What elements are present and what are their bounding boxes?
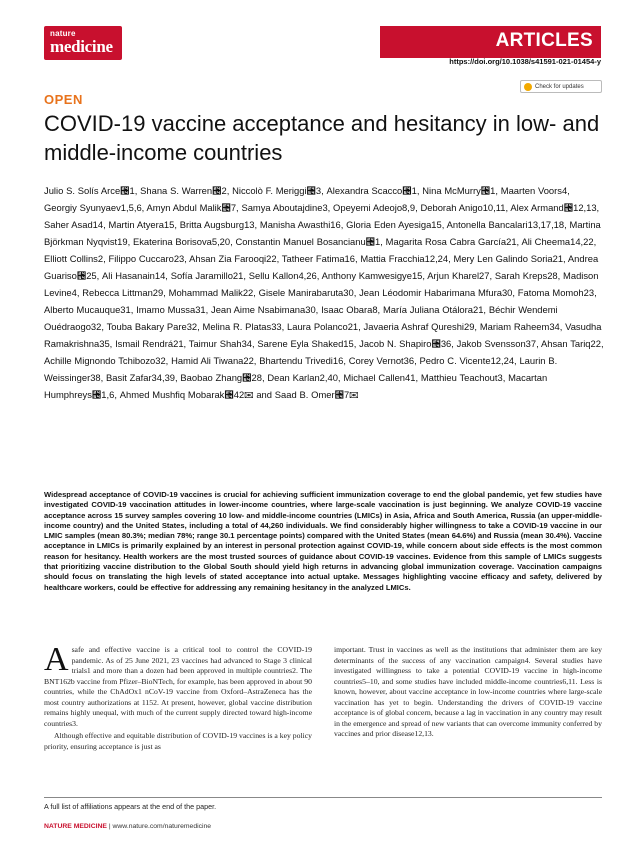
affiliations-note: A full list of affiliations appears at the end of the paper. xyxy=(44,802,217,811)
drop-cap: A xyxy=(44,641,69,678)
logo-line-1: nature xyxy=(50,29,76,38)
footer-journal: NATURE MEDICINE xyxy=(44,823,107,830)
footnote-divider xyxy=(44,797,602,798)
body-paragraph xyxy=(44,641,312,729)
update-icon xyxy=(524,83,532,91)
body-column-left xyxy=(44,641,312,754)
open-access-label: OPEN xyxy=(44,92,83,107)
body-column-right xyxy=(334,645,602,742)
body-paragraph: important. Trust in vaccines as well as the institutions that administer them are key determinants of the success of any vaccination campaign4. Several studies have investigated willingness to take a potential COVID-19 vaccine in high-income countries5–10, and some studies have included middle-income countries6,11. Less is known, however, about vaccine acceptance in low-income countries where large-scale vaccination has yet to begin. Understanding the drivers of COVID-19 vaccine acceptance is of global concern, because a lag in vaccination in any country may result in the emergence and spread of new variants that can overcome immunity conferred by vaccines and prior disease12,13. xyxy=(334,645,602,738)
page-footer xyxy=(44,823,211,830)
abstract: Widespread acceptance of COVID-19 vaccines is crucial for achieving sufficient immunization coverage to end the global pandemic, yet few studies have investigated COVID-19 vaccination attitudes in lower-income countries, where large-scale vaccination is just beginning. We analyze COVID-19 vaccine acceptance across 15 survey samples covering 10 low- and middle-income countries (LMICs) in Asia, Africa and South America, Russia (an upper-middle-income country) and the United States, including a total of 44,260 individuals. We find considerably higher willingness to take a COVID-19 vaccine in our LMIC samples (mean 80.3%; median 78%; range 30.1 percentage points) compared with the United States (mean 64.6%) and Russia (mean 30.4%). Vaccine acceptance in LMICs is primarily explained by an interest in personal protection against COVID-19, while concern about side effects is the most common reason for hesitancy. Health workers are the most trusted sources of guidance about COVID-19 vaccines. Evidence from this sample of LMICs suggests that prioritizing vaccine distribution to the Global South should yield high returns in advancing global immunization coverage. Vaccination campaigns should focus on translating the high levels of stated acceptance into actual uptake. Messages highlighting vaccine efficacy and safety, delivered by healthcare workers, could be effective for addressing any remaining hesitancy in the analyzed LMICs. xyxy=(44,490,602,592)
body-paragraph: Although effective and equitable distribution of COVID-19 vaccines is a key policy priority, ensuring acceptance is just as xyxy=(44,731,312,751)
logo-line-2: medicine xyxy=(50,37,113,56)
body-text: safe and effective vaccine is a critical tool to control the COVID-19 pandemic. As of 25 June 2021, 23 vaccines had advanced to Stage 3 clinical trials1 and more than a dozen had been approved in multiple countries2. The BNT162b vaccine from Pfizer–BioNTech, for example, has been approved in about 90 countries, while the ChAdOx1 nCoV-19 vaccine from Oxford–AstraZeneca has the most country authorizations at 1152. At present, however, global vaccine distribution remains highly unequal, with much of the current supply directed toward high-income countries3. xyxy=(44,645,312,728)
check-updates-label: Check for updates xyxy=(535,83,584,90)
doi-link[interactable]: https://doi.org/10.1038/s41591-021-01454-y xyxy=(449,57,601,66)
author-list: Julio S. Solís Arce⑔1, Shana S. Warren⑔2, Niccolò F. Meriggi⑔3, Alexandra Scacco⑔1, Nina McMurry⑔1, Maarten Voors4, Georgiy Syunyaev1,5,6, Amyn Abdul Malik⑔7, Samya Aboutajdine3, Opeyemi Adeojo8,9, Deborah Anigo10,11, Alex Armand⑔12,13, Saher Asad14, Martin Atyera15, Britta Augsburg13, Manisha Awasthi16, Gloria Eden Ayesiga15, Antonella Bancalari13,17,18, Martina Björkman Nyqvist19, Ekaterina Borisova5,20, Constantin Manuel Bosancianu⑔1, Magarita Rosa Cabra García21, Ali Cheema14,22, Elliott Collins2, Filippo Cuccaro23, Ahsan Zia Farooqi22, Tatheer Fatima16, Mattia Fracchia12,24, Mery Len Galindo Soria21, Andrea Guariso⑔25, Ali Hasanain14, Sofía Jaramillo21, Sellu Kallon4,26, Anthony Kamwesigye15, Arjun Kharel27, Sarah Kreps28, Madison Levine4, Rebecca Littman29, Mohammad Malik22, Gisele Manirabaruta30, Jean Léodomir Habarimana Mfura30, Fatoma Momoh23, Alberto Mucauque31, Imamo Mussa31, Jean Aime Nsabimana30, Isaac Obara8, María Juliana Otálora21, Béchir Wendemi Ouédraogo32, Touba Bakary Pare32, Melina R. Platas33, Laura Polanco21, Javaeria Ashraf Qureshi29, Mariam Raheem34, Vasudha Ramakrishna35, Ismail Rendrá21, Taimur Shah34, Sarene Eyla Shaked15, Jacob N. Shapiro⑔36, Jakob Svensson37, Ahsan Tariq22, Achille Mignondo Tchibozo32, Hamid Ali Tiwana22, Bhartendu Trivedi16, Corey Vernot36, Pedro C. Vicente12,24, Laurin B. Weissinger38, Basit Zafar34,39, Baobao Zhang⑔28, Dean Karlan2,40, Michael Callen41, Matthieu Teachout3, Macartan Humphreys⑔1,6, Ahmed Mushfiq Mobarak⑔42✉ and Saad B. Omer⑔7✉ xyxy=(44,185,604,400)
journal-logo xyxy=(44,26,122,60)
check-updates-button[interactable] xyxy=(520,80,602,93)
section-label: ARTICLES xyxy=(495,30,593,51)
section-banner xyxy=(380,26,601,58)
footer-url[interactable]: | www.nature.com/naturemedicine xyxy=(108,823,212,830)
article-title: COVID-19 vaccine acceptance and hesitancy in low- and middle-income countries xyxy=(44,111,600,165)
